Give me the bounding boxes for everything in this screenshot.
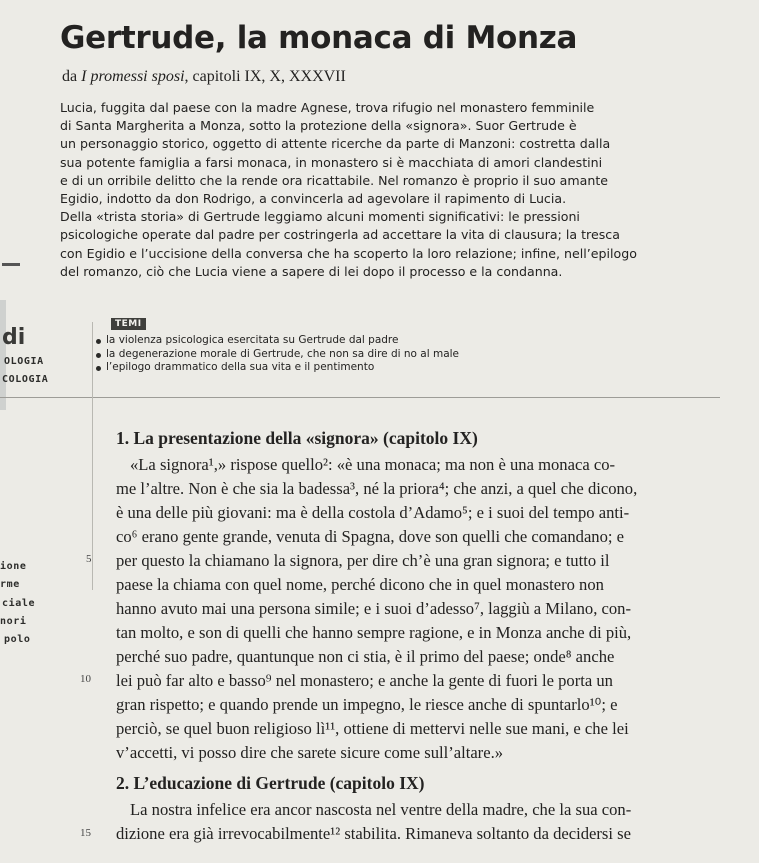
text-line: hanno avuto mai una persona simile; e i suoi d’adesso⁷, laggiù a Milano, con-	[116, 599, 632, 618]
intro-line: Lucia, fuggita dal paese con la madre Agnese, trova rifugio nel monastero femminile	[60, 100, 595, 115]
margin-note: rme	[0, 579, 20, 590]
temi-item: la violenza psicologica esercitata su Gertrude dal padre	[94, 334, 459, 348]
temi-item: l’epilogo drammatico della sua vita e il pentimento	[94, 361, 459, 375]
intro-line: psicologiche operate dal padre per costringerla ad accettare la vita di clausura; la tresca	[60, 227, 620, 243]
temi-list	[94, 334, 459, 375]
text-line: La nostra infelice era ancor nascosta nel ventre della madre, che la sua con-	[130, 800, 632, 819]
text-line: gran rispetto; e quando prende un impegno, le riesce anche di spuntarlo¹⁰; e	[116, 695, 618, 714]
margin-note: ione	[0, 561, 27, 572]
intro-line: e di un orribile delitto che la rende ora ricattabile. Nel romanzo è proprio il suo amante	[60, 172, 609, 188]
intro-paragraph	[60, 99, 700, 281]
text-line: è una delle più giovani: ma è della costola d’Adamo⁵; e i suoi del tempo anti-	[116, 503, 630, 522]
page-edge-strip	[0, 300, 6, 410]
text-line: co⁶ erano gente grande, venuta di Spagna, dove son quelli che comandano; e	[116, 527, 625, 546]
margin-note: ciale	[2, 598, 36, 609]
text-line: per questo la chiamano la signora, per dire ch’è una gran signora; e tutto il	[116, 551, 610, 570]
temi-item: la degenerazione morale di Gertrude, che non sa dire di no al male	[94, 348, 459, 362]
margin-note: nori	[0, 616, 27, 627]
text-line: me l’altre. Non è che sia la badessa³, né la priora⁴; che anzi, a quel che dicono,	[116, 479, 638, 498]
sidebar-label: COLOGIA	[2, 374, 49, 385]
sidebar-label: OLOGIA	[4, 356, 44, 367]
intro-line: di Santa Margherita a Monza, sotto la protezione della «signora». Suor Gertrude è	[60, 118, 577, 134]
intro-line: con Egidio e l’uccisione della conversa che ha scoperto la loro relazione; infine, nell’epilogo	[60, 245, 637, 261]
line-number: 10	[80, 673, 91, 685]
sidebar-heading: di	[2, 325, 26, 350]
work-title: I promessi sposi	[81, 68, 185, 85]
text-line: perciò, se quel buon religioso lì¹¹, ottiene di mettervi nelle sue mani, e che lei	[116, 719, 629, 738]
text-line: lei può far alto e basso⁹ nel monastero; e anche la gente di fuori le porta un	[116, 671, 613, 690]
intro-line: un personaggio storico, oggetto di attente ricerche da parte di Manzoni: costretta dalla	[60, 136, 611, 152]
intro-line: Egidio, indotto da don Rodrigo, a convincerla ad agevolare il rapimento di Lucia.	[60, 191, 567, 207]
text-line: v’accetti, vi posso dire che sarete sicure come sull’altare.»	[116, 743, 504, 762]
intro-line: sua potente famiglia a farsi monaca, in monastero si è macchiata di amori clandestini	[60, 154, 603, 170]
margin-note: polo	[4, 634, 31, 645]
source-subtitle: da I promessi sposi, capitoli IX, X, XXXVII	[62, 68, 346, 85]
intro-line: Della «trista storia» di Gertrude leggiamo alcuni momenti significativi: le pressioni	[60, 209, 580, 225]
intro-line: del romanzo, ciò che Lucia viene a sapere di lei dopo il processo e la condanna.	[60, 263, 563, 279]
text-line: tan molto, e son di quelli che hanno sempre ragione, e in Monza anche di più,	[116, 623, 632, 642]
text-line: «La signora¹,» rispose quello²: «è una monaca; ma non è una monaca co-	[130, 455, 616, 474]
section-title-2: 2. L’educazione di Gertrude (capitolo IX)	[116, 773, 425, 793]
text-line: dizione era già irrevocabilmente¹² stabilita. Rimaneva soltanto da decidersi se	[116, 824, 631, 843]
sidebar-divider	[92, 322, 93, 590]
margin-dash	[2, 263, 20, 266]
page-title: Gertrude, la monaca di Monza	[60, 20, 578, 56]
line-number: 15	[80, 827, 91, 839]
text-line: paese la chiama con quel nome, perché dicono che in quel monastero non	[116, 575, 604, 594]
divider-line	[0, 397, 720, 398]
section-title-1: 1. La presentazione della «signora» (capitolo IX)	[116, 428, 478, 448]
line-number: 5	[86, 553, 92, 565]
temi-badge: TEMI	[111, 318, 146, 330]
text-line: perché suo padre, quantunque non ci stia, è il primo del paese; onde⁸ anche	[116, 647, 615, 666]
